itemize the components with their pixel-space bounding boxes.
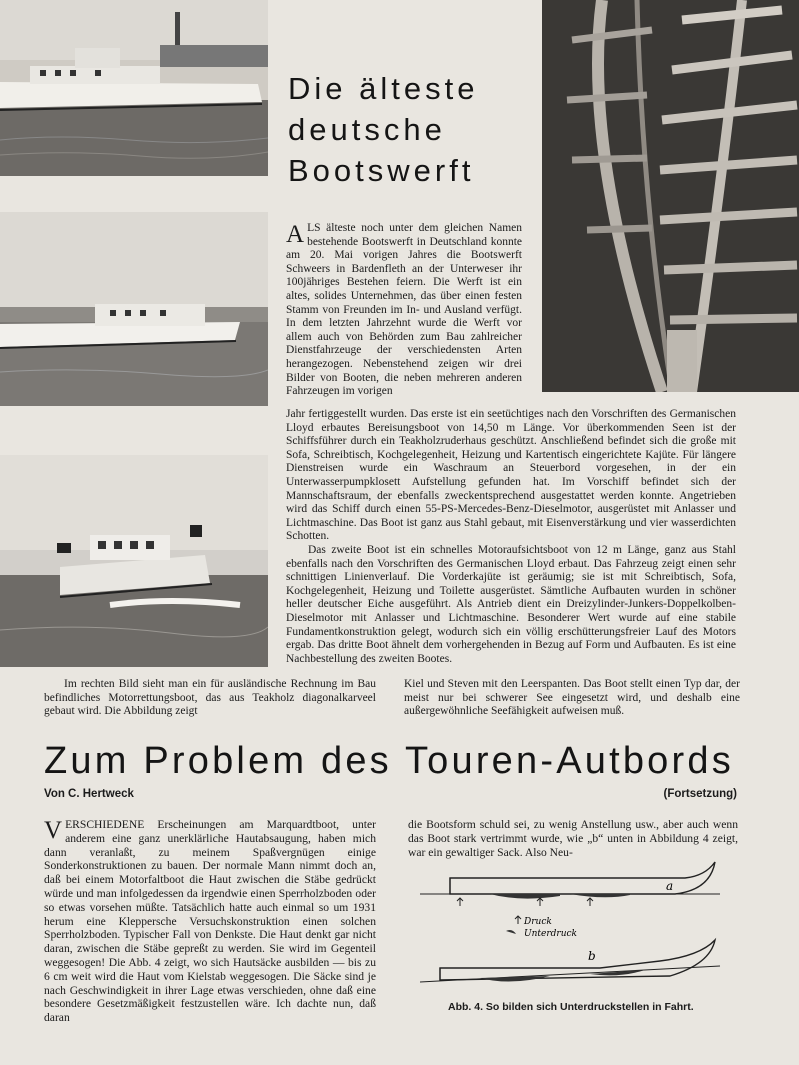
bottom-right-text: [404, 678, 740, 719]
photo-boat-2: [0, 212, 268, 406]
hull-diagram: [420, 856, 740, 996]
photo-boat-3: [0, 455, 268, 667]
article2-column-2: [408, 818, 738, 859]
hull-label-b: b: [588, 949, 596, 963]
article-intro: [286, 222, 522, 399]
article-body: [286, 408, 736, 666]
paragraph-2: Das zweite Boot ist ein schnelles Motoraufsichtsboot von 12 m Länge, ganz aus Stahl ebenfalls nach den Vorschriften des Germanischen Lloyd erbaut. Das Fahrzeug zeigt einen sehr schnittigen Linienverlauf. Die Vorderkajüte ist geräumig; sie ist mit Schreibtisch, Sofa, Kochgelegenheit, Heizung und Toilette ausgerüstet. Sämtliche Aufbauten wurden in schöner heller deutscher Eiche ausgeführt. Als Antrieb dient ein Dreizylinder-Junkers-Doppelkolben-Dieselmotor mit Anlasser und Lichtmaschine. Besonderer Wert wurde auf eine stabile Fundamentkonstruktion gelegt, wodurch sich ein völlig erschütterungsfreier Lauf des Motors ergab. Das dritte Boot ähnelt dem vorhergehenden in Bezug auf Form und Aufbauten. Es ist eine Nachbestellung des zweiten Bootes.: [286, 543, 736, 665]
bottom-left-text: [44, 678, 376, 719]
continuation-label: (Fortsetzung): [663, 788, 737, 800]
intro-paragraph: LS älteste noch unter dem gleichen Namen bestehende Bootswerft in Deutschland konnte am 20. Mai vorigen Jahres die Bootswerft Schweers in Bardenfleth an der Unterweser ihr 100jähriges Bestehen feiern. Die Werft ist ein altes, solides Unternehmen, das über einen festen Stamm von Freunden im In- und Ausland verfügt. In dem letzten Jahrzehnt wurde die Werft vor allem auch von Behörden zum Bau zahlreicher Dienstfahrzeuge der verschiedensten Arten herangezogen. Nebenstehend zeigen wir drei Bilder von Booten, die neben mehreren anderen Fahrzeugen im vorigen: [286, 222, 522, 398]
column-2-text: die Bootsform schuld sei, zu wenig Anstellung usw., aber auch wenn das Boot stark vertrimmt wurde, wie „b“ unten in Abbildung 4 zeigt, war ein gewaltiger Sack. Also Neu-: [408, 818, 738, 859]
legend-druck: Druck: [524, 917, 552, 927]
column-1-text: ERSCHIEDENE Erscheinungen am Marquardtboot, unter anderem eine ganz unerklärliche Hautabsaugung, haben mich dann veranlaßt, zu meinem Spaßvergnügen einige Sonderkonstruktionen zu bauen. Der normale Mann nimmt doch an, daß bei einem Motorfaltboot die Haut zwischen die Stäbe gedrückt würde und man infolgedessen da irgendwie einen Sperrholzboden oder so etwas vorsehen müßte. Tatsächlich hatte auch einmal so um 1931 herum eine Kleppersche Versuchskonstruktion einen solchen Sperrholzboden. Typischer Fall von Denkste. Die Haut denkt gar nicht daran, zwischen die Stäbe gepreßt zu werden. Sie wird im Gegenteil weggesogen! Die Abb. 4 zeigt, wo sich Hautsäcke ausbilden — bis zu 6 cm weit wird die Haut vom Kielstab weggesogen. Die Säcke sind je nach Geschwindigkeit in ihrer Lage etwas verschieden, ohne daß eine besondere Gesetzmäßigkeit festzustellen wäre. Ich dachte nun, daß daran: [44, 818, 376, 1025]
bottom-left-paragraph: Im rechten Bild sieht man ein für ausländische Rechnung im Bau befindliches Motorrettungsboot, das aus Teakholz diagonalkarveel gebaut wird. Die Abbildung zeigt: [44, 678, 376, 718]
author-byline: Von C. Hertweck: [44, 788, 134, 800]
title-line-2: deutsche: [288, 112, 446, 147]
drop-cap: A: [286, 221, 305, 248]
bottom-right-paragraph: Kiel und Steven mit den Leerspanten. Das Boot stellt einen Typ dar, der meist nur bei schwerer See eingesetzt wird, und deshalb eine außergewöhnliche Seefähigkeit aufweisen muß.: [404, 678, 740, 718]
article2-title: Zum Problem des Touren-Autbords: [44, 740, 734, 782]
article-title: [288, 68, 538, 191]
article2-column-1: [44, 818, 376, 1025]
figure-caption: Abb. 4. So bilden sich Unterdruckstellen in Fahrt.: [448, 1001, 694, 1013]
title-line-1: Die älteste: [288, 71, 479, 106]
photo-boat-frame: [542, 0, 799, 392]
title-line-3: Bootswerft: [288, 153, 475, 188]
legend-unterdruck: Unterdruck: [524, 929, 577, 939]
paragraph-1-rest: Jahr fertiggestellt wurden. Das erste ist ein seetüchtiges nach den Vorschriften des Germanischen Lloyd erbautes Bereisungsboot von 14,50 m Länge. Vor überkommenden Seen ist der Schiffsführer durch ein Teakholzruderhaus geschützt. Anschließend befindet sich die große mit Sofa, Schreibtisch, Kochgelegenheit, Heizung und Kartentisch eingerichtete Kajüte. Für längere Dienstreisen wurde ein Waschraum an Steuerbord vorgesehen, in der ein Unterwasserpumpklosett Aufstellung gefunden hat. Im Vorschiff befindet sich der Mannschaftsraum, der ebenfalls zweckentsprechend ausgestattet werden konnte. Angetrieben wird das Schiff durch einen 55-PS-Mercedes-Benz-Dieselmotor, ausgerüstet mit Anlasser und Lichtmaschine. Das Boot ist ganz aus Stahl gebaut, mit Eisenverstärkung und vier wasserdichten Schotten.: [286, 408, 736, 543]
hull-label-a: a: [666, 879, 674, 893]
figure-abb-4: [420, 856, 740, 996]
photo-boat-1: [0, 0, 268, 176]
drop-cap-v: V: [44, 817, 63, 844]
